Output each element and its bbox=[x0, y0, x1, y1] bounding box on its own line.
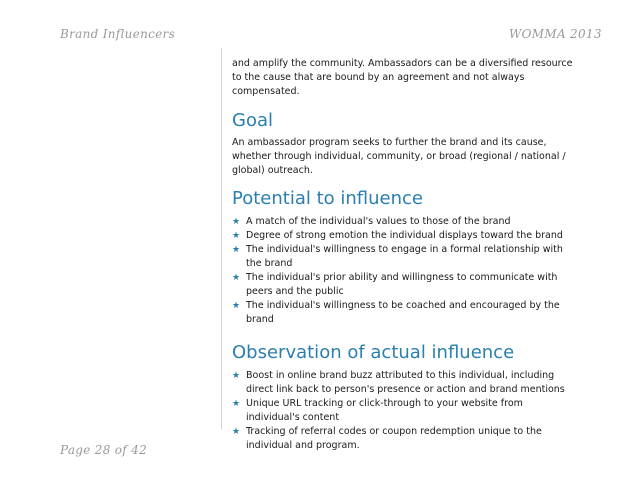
list-item: ★ Unique URL tracking or click-through to your website from individual's content bbox=[232, 398, 523, 423]
list-item: ★ The individual's willingness to engage in a formal relationship with the brand bbox=[232, 244, 563, 269]
star-icon: ★ bbox=[232, 301, 241, 311]
observation-heading: Observation of actual influence bbox=[232, 342, 515, 363]
star-icon: ★ bbox=[232, 399, 241, 409]
list-item: ★ A match of the individual's values to those of the brand bbox=[232, 216, 511, 227]
observation-list bbox=[232, 369, 577, 453]
potential-section bbox=[232, 188, 577, 327]
header-org-year: WOMMA 2013 bbox=[509, 27, 602, 41]
main-content bbox=[232, 57, 577, 453]
observation-section bbox=[232, 342, 577, 453]
star-icon: ★ bbox=[232, 245, 241, 255]
potential-list bbox=[232, 215, 577, 327]
list-item: ★ The individual's willingness to be coached and encouraged by the brand bbox=[232, 300, 560, 325]
header-title: Brand Influencers bbox=[60, 27, 176, 41]
goal-heading: Goal bbox=[232, 110, 273, 131]
vertical-divider bbox=[221, 48, 222, 429]
goal-section bbox=[232, 110, 577, 178]
list-item: ★ Boost in online brand buzz attributed to this individual, including direct link back to person's presence or action and brand mentions bbox=[232, 370, 565, 395]
goal-text: An ambassador program seeks to further the brand and its cause, whether through individual, community, or broad (regional / national / global) outreach. bbox=[232, 137, 566, 176]
list-item: ★ Degree of strong emotion the individual displays toward the brand bbox=[232, 230, 563, 241]
star-icon: ★ bbox=[232, 217, 241, 227]
star-icon: ★ bbox=[232, 427, 241, 437]
list-item: ★ Tracking of referral codes or coupon redemption unique to the individual and program. bbox=[232, 426, 542, 451]
potential-heading: Potential to influence bbox=[232, 188, 423, 209]
star-icon: ★ bbox=[232, 371, 241, 381]
list-item: ★ The individual's prior ability and willingness to communicate with peers and the public bbox=[232, 272, 558, 297]
page-number: Page 28 of 42 bbox=[60, 443, 148, 457]
star-icon: ★ bbox=[232, 231, 241, 241]
star-icon: ★ bbox=[232, 273, 241, 283]
intro-paragraph: and amplify the community. Ambassadors can be a diversified resource to the cause that are bound by an agreement and not always compensated. bbox=[232, 58, 573, 97]
